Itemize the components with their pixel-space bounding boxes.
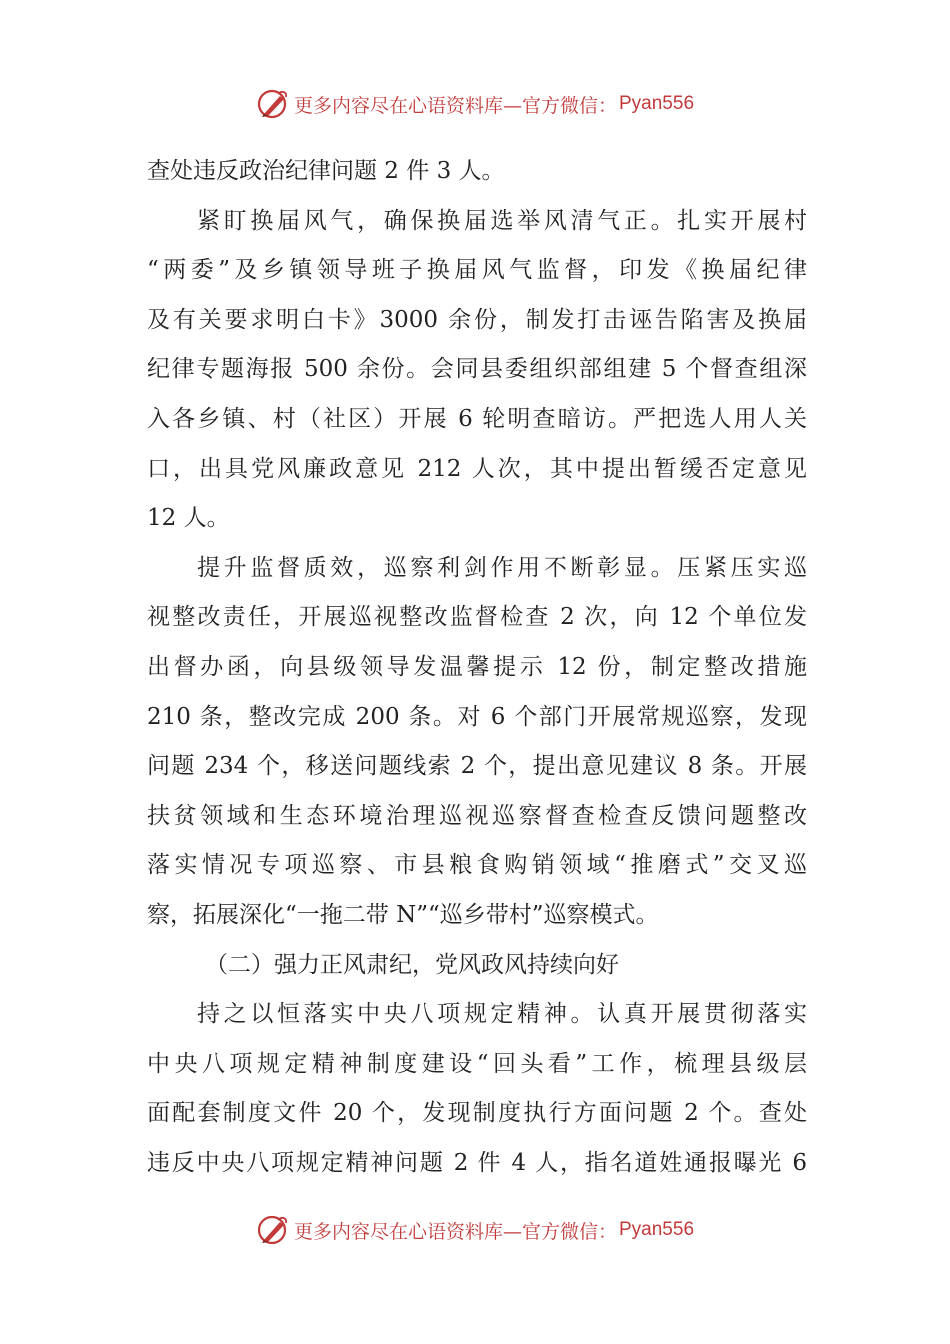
document-body	[147, 147, 807, 1188]
text-line: 查处违反政治纪律问题 2 件 3 人。	[147, 158, 505, 184]
text-line: 及有关要求明白卡》3000 余份，制发打击诬告陷害及换届	[147, 306, 807, 333]
section-heading: （二）强力正风肃纪，党风政风持续向好	[205, 951, 619, 978]
text-line: 面配套制度文件 20 个，发现制度执行方面问题 2 个。查处	[147, 1100, 807, 1127]
watermark-text: 更多内容尽在心语资料库—官方微信：	[293, 94, 617, 117]
text-line: “两委”及乡镇领导班子换届风气监督，印发《换届纪律	[147, 257, 807, 284]
text-line: 12 人。	[147, 505, 230, 532]
watermark-wechat-id: Pyan556	[619, 93, 695, 114]
text-line: 提升监督质效，巡察利剑作用不断彰显。压紧压实巡	[197, 554, 807, 581]
text-line: 中央八项规定精神制度建设“回头看”工作，梳理县级层	[147, 1050, 807, 1077]
pen-logo-icon	[256, 87, 290, 121]
text-line: 紧盯换届风气，确保换届选举风清气正。扎实开展村	[197, 207, 807, 234]
text-line: 持之以恒落实中央八项规定精神。认真开展贯彻落实	[197, 1001, 807, 1028]
text-line: 违反中央八项规定精神问题 2 件 4 人，指名道姓通报曝光 6	[147, 1149, 807, 1176]
text-line: 入各乡镇、村（社区）开展 6 轮明查暗访。严把选人用人关	[147, 405, 807, 432]
watermark-text: 更多内容尽在心语资料库—官方微信：	[293, 1220, 617, 1243]
text-line: 落实情况专项巡察、市县粮食购销领域“推磨式”交叉巡	[147, 852, 807, 879]
pen-logo-icon	[256, 1213, 290, 1247]
text-line: 纪律专题海报 500 余份。会同县委组织部组建 5 个督查组深	[147, 356, 807, 383]
text-line: 扶贫领域和生态环境治理巡视巡察督查检查反馈问题整改	[147, 802, 807, 829]
watermark-wechat-id: Pyan556	[619, 1219, 695, 1240]
text-line: 出督办函，向县级领导发温馨提示 12 份，制定整改措施	[147, 653, 807, 680]
text-line: 问题 234 个，移送问题线索 2 个，提出意见建议 8 条。开展	[147, 753, 807, 780]
text-line: 210 条，整改完成 200 条。对 6 个部门开展常规巡察，发现	[147, 703, 807, 730]
text-line: 口，出具党风廉政意见 212 人次，其中提出暂缓否定意见	[147, 455, 807, 482]
text-line: 视整改责任，开展巡视整改监督检查 2 次，向 12 个单位发	[147, 604, 807, 631]
text-line: 察，拓展深化“一拖二带 N”“巡乡带村”巡察模式。	[147, 901, 659, 928]
watermark-header	[0, 84, 950, 124]
watermark-footer	[0, 1210, 950, 1250]
